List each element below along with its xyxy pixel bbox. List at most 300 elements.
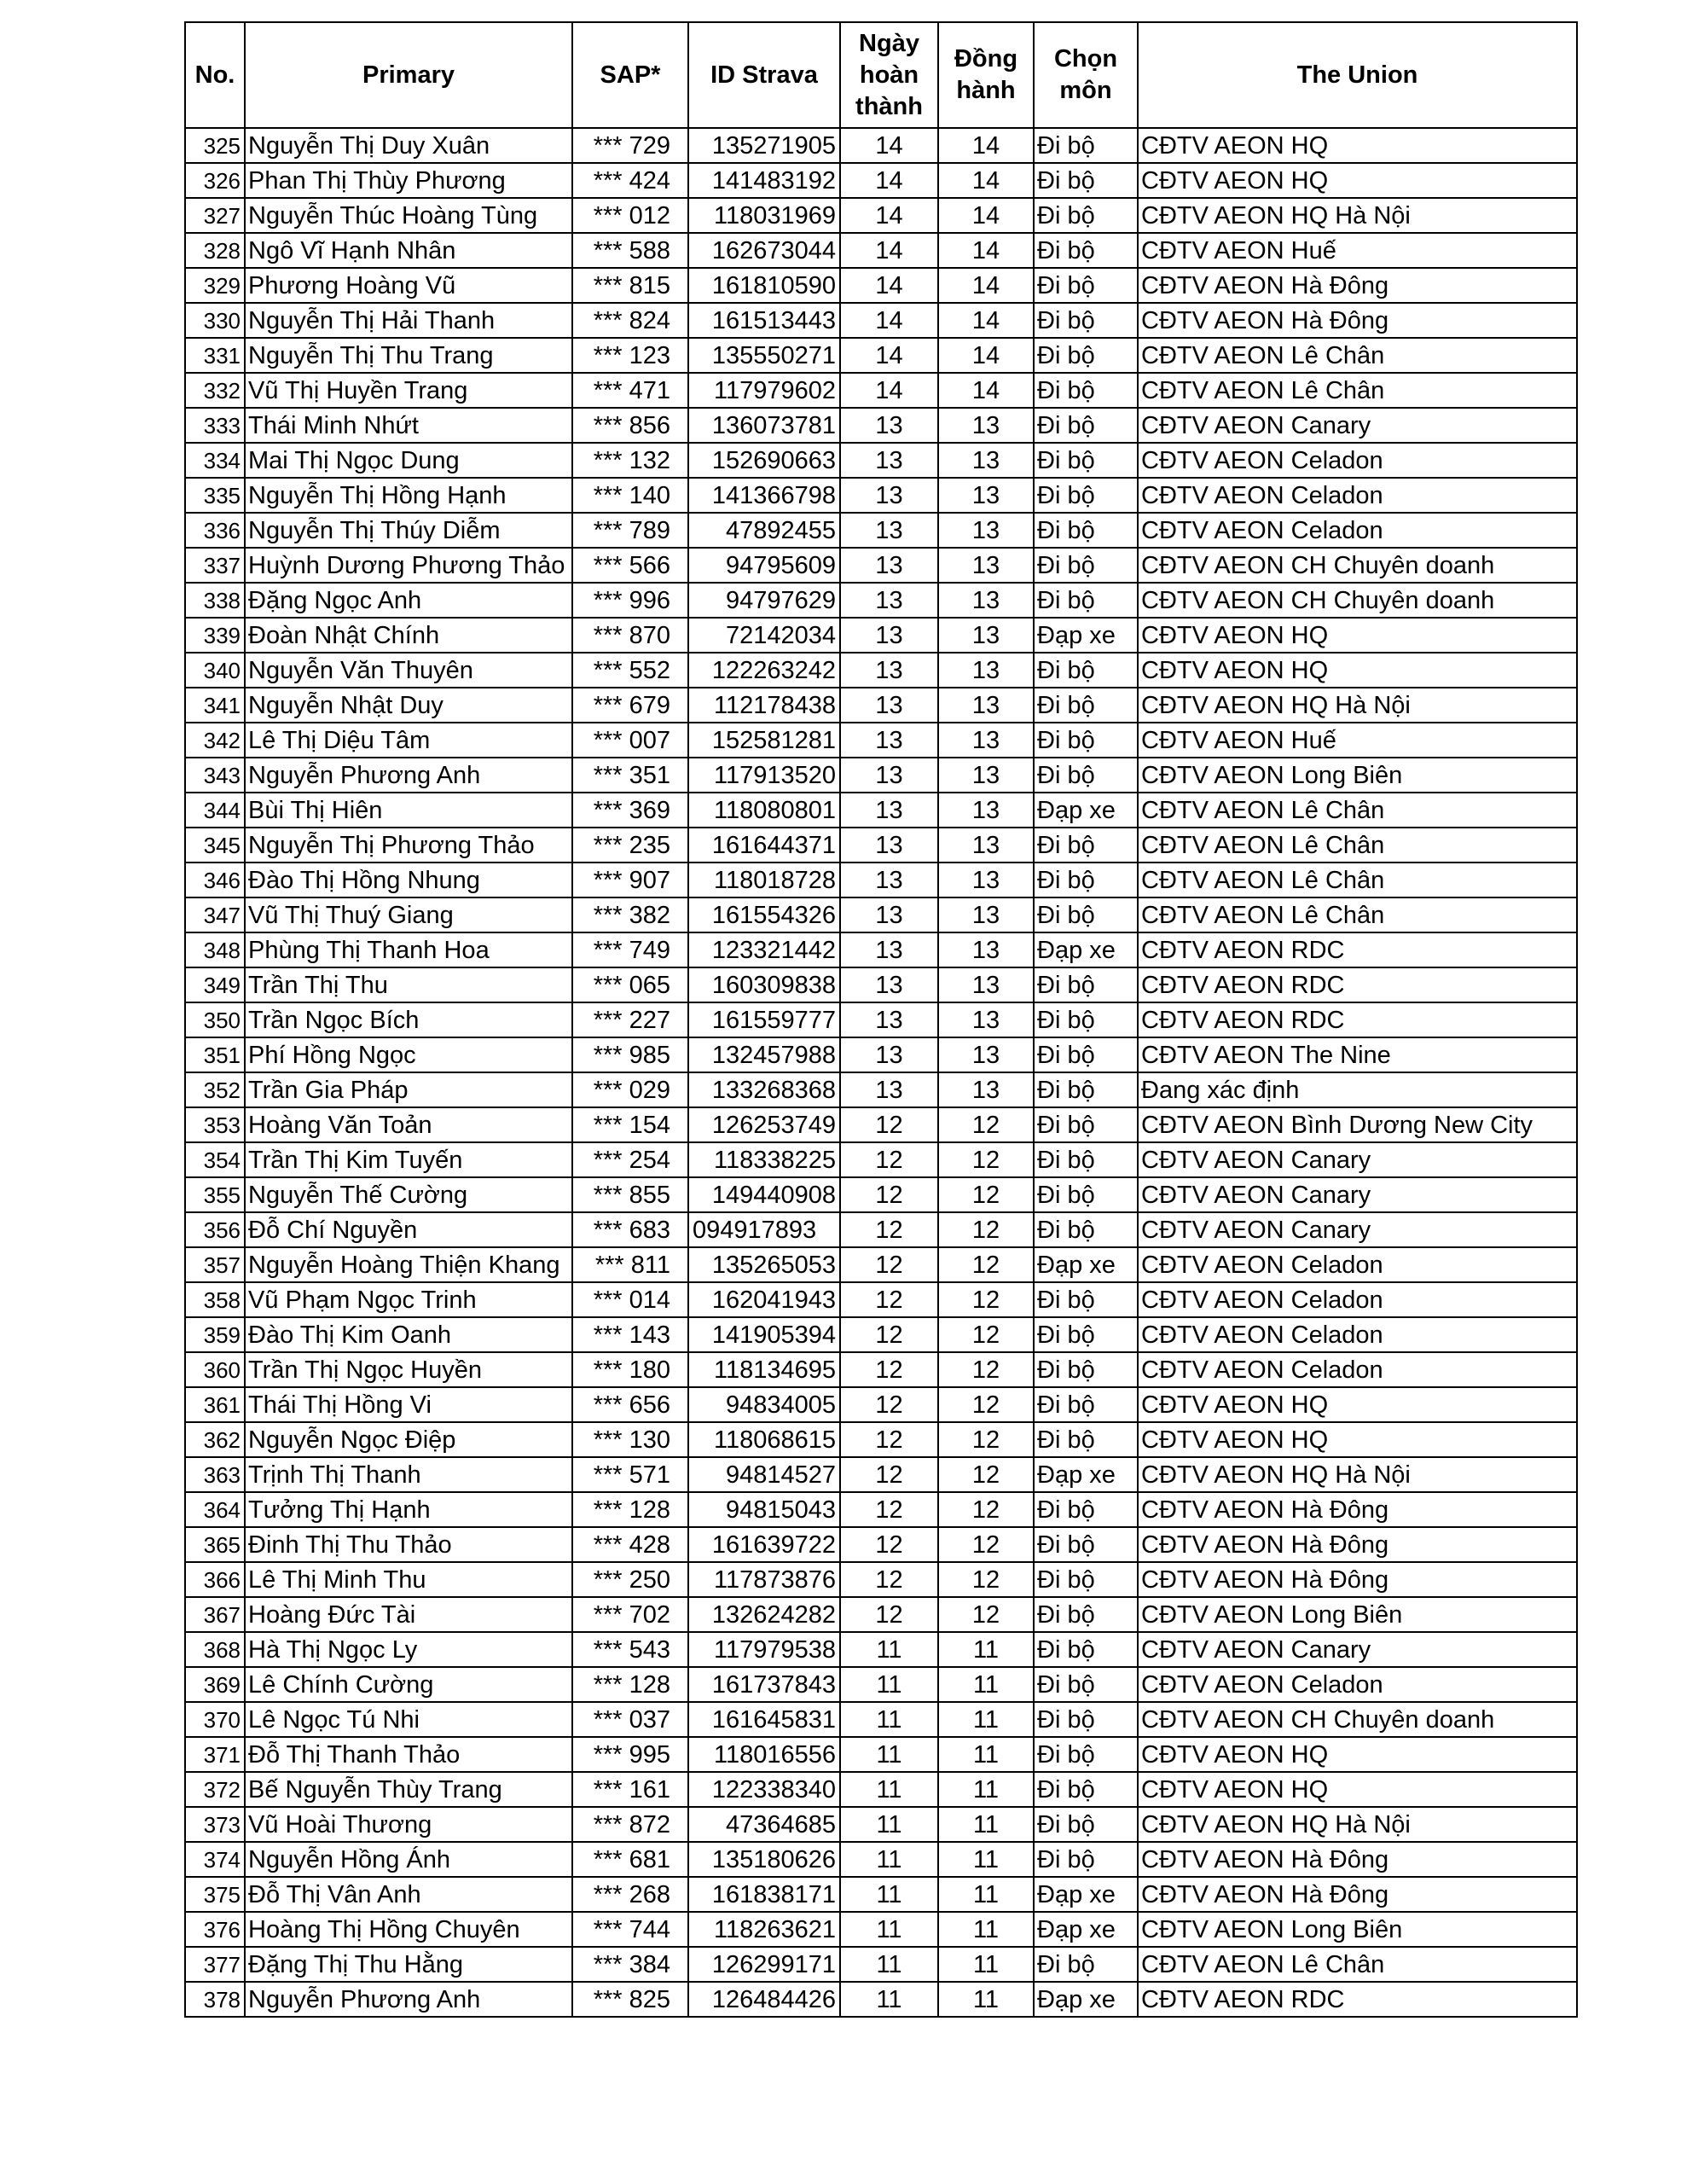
cell-strava: 47364685 [688, 1807, 840, 1842]
cell-days: 11 [840, 1632, 938, 1667]
cell-strava: 122338340 [688, 1772, 840, 1807]
cell-days: 14 [840, 233, 938, 268]
cell-no: 377 [185, 1947, 245, 1982]
cell-union: CĐTV AEON HQ [1138, 1772, 1577, 1807]
cell-primary: Đinh Thị Thu Thảo [245, 1527, 572, 1562]
cell-strava: 118018728 [688, 863, 840, 897]
cell-companion: 12 [938, 1457, 1034, 1492]
cell-strava: 152581281 [688, 723, 840, 758]
cell-sap: *** 254 [572, 1142, 688, 1177]
cell-no: 334 [185, 443, 245, 478]
cell-union: CĐTV AEON Celadon [1138, 1247, 1577, 1282]
cell-strava: 152690663 [688, 443, 840, 478]
cell-sap: *** 382 [572, 897, 688, 932]
cell-primary: Lê Ngọc Tú Nhi [245, 1702, 572, 1737]
table-row [185, 653, 1577, 688]
cell-companion: 13 [938, 863, 1034, 897]
table-row [185, 1282, 1577, 1317]
table-row [185, 233, 1577, 268]
cell-choice: Đi bộ [1034, 1737, 1138, 1772]
cell-union: CĐTV AEON Lê Chân [1138, 897, 1577, 932]
cell-choice: Đi bộ [1034, 1842, 1138, 1877]
table-row [185, 1527, 1577, 1562]
cell-primary: Trần Ngọc Bích [245, 1002, 572, 1037]
cell-sap: *** 428 [572, 1527, 688, 1562]
cell-sap: *** 825 [572, 1982, 688, 2017]
table-row [185, 303, 1577, 338]
cell-choice: Đi bộ [1034, 1002, 1138, 1037]
cell-sap: *** 132 [572, 443, 688, 478]
cell-union: CĐTV AEON HQ Hà Nội [1138, 1807, 1577, 1842]
cell-companion: 13 [938, 583, 1034, 618]
cell-union: CĐTV AEON RDC [1138, 1982, 1577, 2017]
cell-strava: 118068615 [688, 1422, 840, 1457]
cell-companion: 13 [938, 513, 1034, 548]
header-no: No. [185, 22, 245, 128]
cell-choice: Đi bộ [1034, 1597, 1138, 1632]
cell-no: 328 [185, 233, 245, 268]
cell-choice: Đi bộ [1034, 863, 1138, 897]
cell-union: CĐTV AEON Lê Chân [1138, 793, 1577, 828]
cell-days: 12 [840, 1492, 938, 1527]
cell-companion: 11 [938, 1772, 1034, 1807]
cell-primary: Trần Gia Pháp [245, 1072, 572, 1107]
cell-sap: *** 268 [572, 1877, 688, 1912]
cell-no: 366 [185, 1562, 245, 1597]
header-primary: Primary [245, 22, 572, 128]
cell-primary: Vũ Hoài Thương [245, 1807, 572, 1842]
table-row [185, 828, 1577, 863]
cell-primary: Nguyễn Thị Duy Xuân [245, 128, 572, 163]
table-row [185, 618, 1577, 653]
cell-days: 13 [840, 443, 938, 478]
cell-days: 13 [840, 408, 938, 443]
table-row [185, 1352, 1577, 1387]
cell-union: CĐTV AEON Hà Đông [1138, 1562, 1577, 1597]
cell-days: 13 [840, 1037, 938, 1072]
cell-days: 12 [840, 1597, 938, 1632]
cell-days: 14 [840, 163, 938, 198]
table-row [185, 1947, 1577, 1982]
header-days: Ngày hoàn thành [840, 22, 938, 128]
cell-strava: 135180626 [688, 1842, 840, 1877]
cell-primary: Phương Hoàng Vũ [245, 268, 572, 303]
cell-days: 12 [840, 1562, 938, 1597]
cell-days: 14 [840, 338, 938, 373]
cell-choice: Đi bộ [1034, 758, 1138, 793]
cell-primary: Đặng Thị Thu Hằng [245, 1947, 572, 1982]
cell-choice: Đạp xe [1034, 793, 1138, 828]
cell-sap: *** 128 [572, 1492, 688, 1527]
cell-no: 352 [185, 1072, 245, 1107]
cell-strava: 117979602 [688, 373, 840, 408]
table-row [185, 1842, 1577, 1877]
cell-days: 13 [840, 932, 938, 967]
cell-no: 372 [185, 1772, 245, 1807]
cell-primary: Vũ Thị Huyền Trang [245, 373, 572, 408]
cell-no: 327 [185, 198, 245, 233]
cell-union: CĐTV AEON RDC [1138, 932, 1577, 967]
cell-choice: Đi bộ [1034, 1352, 1138, 1387]
cell-primary: Lê Chính Cường [245, 1667, 572, 1702]
cell-no: 342 [185, 723, 245, 758]
cell-no: 348 [185, 932, 245, 967]
table-row [185, 1807, 1577, 1842]
table-row [185, 408, 1577, 443]
table-row [185, 338, 1577, 373]
cell-primary: Hoàng Thị Hồng Chuyên [245, 1912, 572, 1947]
cell-primary: Mai Thị Ngọc Dung [245, 443, 572, 478]
cell-sap: *** 744 [572, 1912, 688, 1947]
cell-companion: 11 [938, 1947, 1034, 1982]
cell-choice: Đi bộ [1034, 373, 1138, 408]
table-row [185, 1422, 1577, 1457]
table-row [185, 163, 1577, 198]
cell-companion: 12 [938, 1387, 1034, 1422]
cell-union: CĐTV AEON HQ [1138, 653, 1577, 688]
cell-strava: 094917893 [688, 1212, 840, 1247]
cell-no: 367 [185, 1597, 245, 1632]
cell-union: CĐTV AEON Hà Đông [1138, 303, 1577, 338]
cell-choice: Đi bộ [1034, 128, 1138, 163]
cell-sap: *** 789 [572, 513, 688, 548]
cell-strava: 94797629 [688, 583, 840, 618]
table-row [185, 688, 1577, 723]
table-row [185, 723, 1577, 758]
cell-union: CĐTV AEON Long Biên [1138, 1912, 1577, 1947]
cell-primary: Hoàng Văn Toản [245, 1107, 572, 1142]
cell-union: CĐTV AEON HQ [1138, 1737, 1577, 1772]
cell-primary: Nguyễn Thế Cường [245, 1177, 572, 1212]
cell-primary: Thái Minh Nhứt [245, 408, 572, 443]
cell-days: 13 [840, 1002, 938, 1037]
cell-primary: Vũ Phạm Ngọc Trinh [245, 1282, 572, 1317]
cell-sap: *** 815 [572, 268, 688, 303]
cell-sap: *** 128 [572, 1667, 688, 1702]
cell-days: 12 [840, 1457, 938, 1492]
table-row [185, 128, 1577, 163]
cell-companion: 11 [938, 1702, 1034, 1737]
cell-no: 359 [185, 1317, 245, 1352]
cell-primary: Lê Thị Diệu Tâm [245, 723, 572, 758]
cell-strava: 141366798 [688, 478, 840, 513]
cell-strava: 141905394 [688, 1317, 840, 1352]
cell-days: 12 [840, 1177, 938, 1212]
cell-no: 361 [185, 1387, 245, 1422]
cell-days: 13 [840, 723, 938, 758]
cell-no: 353 [185, 1107, 245, 1142]
table-row [185, 793, 1577, 828]
cell-sap: *** 143 [572, 1317, 688, 1352]
cell-companion: 13 [938, 408, 1034, 443]
table-row [185, 897, 1577, 932]
cell-choice: Đi bộ [1034, 1807, 1138, 1842]
cell-union: CĐTV AEON Celadon [1138, 1352, 1577, 1387]
cell-union: CĐTV AEON Long Biên [1138, 758, 1577, 793]
cell-companion: 13 [938, 758, 1034, 793]
cell-companion: 11 [938, 1982, 1034, 2017]
cell-choice: Đi bộ [1034, 1142, 1138, 1177]
table-row [185, 1107, 1577, 1142]
cell-union: CĐTV AEON Celadon [1138, 1317, 1577, 1352]
cell-companion: 13 [938, 1037, 1034, 1072]
cell-companion: 13 [938, 618, 1034, 653]
table-row [185, 198, 1577, 233]
table-row [185, 1037, 1577, 1072]
cell-sap: *** 811 [572, 1247, 688, 1282]
cell-choice: Đạp xe [1034, 1457, 1138, 1492]
cell-companion: 14 [938, 163, 1034, 198]
cell-sap: *** 855 [572, 1177, 688, 1212]
cell-union: CĐTV AEON HQ [1138, 128, 1577, 163]
cell-sap: *** 140 [572, 478, 688, 513]
cell-primary: Nguyễn Hồng Ánh [245, 1842, 572, 1877]
cell-companion: 13 [938, 897, 1034, 932]
table-row [185, 1982, 1577, 2017]
cell-strava: 118134695 [688, 1352, 840, 1387]
cell-strava: 149440908 [688, 1177, 840, 1212]
cell-companion: 13 [938, 932, 1034, 967]
cell-choice: Đi bộ [1034, 1667, 1138, 1702]
table-row [185, 758, 1577, 793]
cell-union: CĐTV AEON Lê Chân [1138, 1947, 1577, 1982]
header-companion: Đồng hành [938, 22, 1034, 128]
cell-strava: 161644371 [688, 828, 840, 863]
cell-union: CĐTV AEON HQ Hà Nội [1138, 1457, 1577, 1492]
cell-companion: 11 [938, 1737, 1034, 1772]
cell-primary: Nguyễn Phương Anh [245, 758, 572, 793]
cell-primary: Đào Thị Kim Oanh [245, 1317, 572, 1352]
cell-days: 13 [840, 828, 938, 863]
cell-union: CĐTV AEON Hà Đông [1138, 1492, 1577, 1527]
cell-no: 356 [185, 1212, 245, 1247]
cell-primary: Đỗ Chí Nguyền [245, 1212, 572, 1247]
cell-choice: Đi bộ [1034, 723, 1138, 758]
cell-choice: Đi bộ [1034, 233, 1138, 268]
cell-strava: 133268368 [688, 1072, 840, 1107]
table-row [185, 513, 1577, 548]
cell-strava: 161838171 [688, 1877, 840, 1912]
cell-choice: Đi bộ [1034, 198, 1138, 233]
cell-choice: Đi bộ [1034, 408, 1138, 443]
cell-sap: *** 566 [572, 548, 688, 583]
cell-days: 13 [840, 688, 938, 723]
cell-no: 345 [185, 828, 245, 863]
header-sap: SAP* [572, 22, 688, 128]
cell-companion: 12 [938, 1212, 1034, 1247]
cell-no: 371 [185, 1737, 245, 1772]
cell-strava: 117873876 [688, 1562, 840, 1597]
cell-union: CĐTV AEON Hà Đông [1138, 1527, 1577, 1562]
cell-strava: 47892455 [688, 513, 840, 548]
cell-companion: 13 [938, 478, 1034, 513]
cell-days: 12 [840, 1387, 938, 1422]
cell-no: 373 [185, 1807, 245, 1842]
cell-strava: 161639722 [688, 1527, 840, 1562]
cell-days: 12 [840, 1282, 938, 1317]
cell-days: 11 [840, 1982, 938, 2017]
cell-companion: 11 [938, 1842, 1034, 1877]
cell-choice: Đi bộ [1034, 1632, 1138, 1667]
cell-union: CĐTV AEON Lê Chân [1138, 863, 1577, 897]
table-row [185, 1632, 1577, 1667]
cell-days: 14 [840, 198, 938, 233]
cell-days: 12 [840, 1422, 938, 1457]
cell-choice: Đi bộ [1034, 1212, 1138, 1247]
table-row [185, 1212, 1577, 1247]
cell-union: CĐTV AEON Huế [1138, 723, 1577, 758]
cell-days: 13 [840, 583, 938, 618]
cell-union: CĐTV AEON Canary [1138, 1177, 1577, 1212]
cell-days: 13 [840, 513, 938, 548]
cell-union: CĐTV AEON Celadon [1138, 1667, 1577, 1702]
cell-primary: Đào Thị Hồng Nhung [245, 863, 572, 897]
cell-choice: Đạp xe [1034, 932, 1138, 967]
cell-days: 12 [840, 1352, 938, 1387]
cell-choice: Đạp xe [1034, 618, 1138, 653]
cell-companion: 13 [938, 793, 1034, 828]
cell-union: CĐTV AEON HQ [1138, 163, 1577, 198]
cell-no: 341 [185, 688, 245, 723]
cell-union: CĐTV AEON HQ Hà Nội [1138, 198, 1577, 233]
cell-sap: *** 154 [572, 1107, 688, 1142]
cell-no: 360 [185, 1352, 245, 1387]
cell-union: CĐTV AEON Lê Chân [1138, 338, 1577, 373]
table-row [185, 1702, 1577, 1737]
cell-choice: Đi bộ [1034, 1072, 1138, 1107]
table-row [185, 932, 1577, 967]
cell-union: CĐTV AEON HQ [1138, 618, 1577, 653]
cell-no: 355 [185, 1177, 245, 1212]
cell-strava: 141483192 [688, 163, 840, 198]
cell-choice: Đi bộ [1034, 1492, 1138, 1527]
cell-days: 13 [840, 548, 938, 583]
cell-strava: 126253749 [688, 1107, 840, 1142]
cell-union: CĐTV AEON HQ [1138, 1387, 1577, 1422]
table-row [185, 583, 1577, 618]
table-row [185, 1072, 1577, 1107]
cell-sap: *** 012 [572, 198, 688, 233]
cell-choice: Đi bộ [1034, 1422, 1138, 1457]
cell-strava: 122263242 [688, 653, 840, 688]
cell-primary: Nguyễn Phương Anh [245, 1982, 572, 2017]
cell-no: 329 [185, 268, 245, 303]
cell-union: CĐTV AEON Long Biên [1138, 1597, 1577, 1632]
cell-primary: Ngô Vĩ Hạnh Nhân [245, 233, 572, 268]
cell-companion: 12 [938, 1597, 1034, 1632]
cell-companion: 12 [938, 1107, 1034, 1142]
cell-sap: *** 384 [572, 1947, 688, 1982]
table-row [185, 1562, 1577, 1597]
cell-strava: 135550271 [688, 338, 840, 373]
table-row [185, 1737, 1577, 1772]
cell-sap: *** 351 [572, 758, 688, 793]
cell-sap: *** 250 [572, 1562, 688, 1597]
cell-sap: *** 571 [572, 1457, 688, 1492]
cell-primary: Trịnh Thị Thanh [245, 1457, 572, 1492]
cell-union: CĐTV AEON Celadon [1138, 478, 1577, 513]
table-row [185, 1912, 1577, 1947]
table-row [185, 1597, 1577, 1632]
cell-companion: 12 [938, 1492, 1034, 1527]
cell-sap: *** 996 [572, 583, 688, 618]
header-union: The Union [1138, 22, 1577, 128]
cell-companion: 14 [938, 373, 1034, 408]
cell-companion: 12 [938, 1247, 1034, 1282]
table-row [185, 1317, 1577, 1352]
cell-companion: 13 [938, 723, 1034, 758]
cell-days: 13 [840, 793, 938, 828]
cell-days: 13 [840, 758, 938, 793]
cell-strava: 118338225 [688, 1142, 840, 1177]
cell-primary: Nguyễn Thị Thúy Diễm [245, 513, 572, 548]
cell-choice: Đi bộ [1034, 268, 1138, 303]
cell-strava: 126484426 [688, 1982, 840, 2017]
cell-strava: 161810590 [688, 268, 840, 303]
table-row [185, 268, 1577, 303]
cell-no: 349 [185, 967, 245, 1002]
table-row [185, 548, 1577, 583]
table-row [185, 1667, 1577, 1702]
cell-days: 11 [840, 1807, 938, 1842]
cell-choice: Đi bộ [1034, 548, 1138, 583]
cell-days: 11 [840, 1667, 938, 1702]
cell-union: CĐTV AEON CH Chuyên doanh [1138, 583, 1577, 618]
cell-no: 357 [185, 1247, 245, 1282]
cell-companion: 14 [938, 338, 1034, 373]
cell-days: 13 [840, 967, 938, 1002]
cell-companion: 14 [938, 198, 1034, 233]
cell-sap: *** 856 [572, 408, 688, 443]
cell-no: 350 [185, 1002, 245, 1037]
cell-union: CĐTV AEON Celadon [1138, 513, 1577, 548]
cell-no: 365 [185, 1527, 245, 1562]
header-row [185, 22, 1577, 128]
cell-union: CĐTV AEON Celadon [1138, 1282, 1577, 1317]
cell-sap: *** 681 [572, 1842, 688, 1877]
cell-choice: Đi bộ [1034, 303, 1138, 338]
cell-sap: *** 369 [572, 793, 688, 828]
cell-companion: 14 [938, 303, 1034, 338]
cell-strava: 123321442 [688, 932, 840, 967]
table-row [185, 1387, 1577, 1422]
cell-union: CĐTV AEON CH Chuyên doanh [1138, 548, 1577, 583]
cell-strava: 117913520 [688, 758, 840, 793]
cell-companion: 12 [938, 1142, 1034, 1177]
cell-days: 14 [840, 268, 938, 303]
cell-primary: Phí Hồng Ngọc [245, 1037, 572, 1072]
cell-companion: 11 [938, 1667, 1034, 1702]
cell-no: 358 [185, 1282, 245, 1317]
cell-strava: 132457988 [688, 1037, 840, 1072]
cell-primary: Nguyễn Thị Hải Thanh [245, 303, 572, 338]
cell-days: 13 [840, 897, 938, 932]
cell-days: 13 [840, 478, 938, 513]
cell-choice: Đi bộ [1034, 1282, 1138, 1317]
cell-no: 343 [185, 758, 245, 793]
cell-days: 11 [840, 1842, 938, 1877]
cell-union: CĐTV AEON Huế [1138, 233, 1577, 268]
cell-primary: Đỗ Thị Vân Anh [245, 1877, 572, 1912]
cell-choice: Đi bộ [1034, 1562, 1138, 1597]
cell-sap: *** 543 [572, 1632, 688, 1667]
cell-sap: *** 588 [572, 233, 688, 268]
cell-primary: Vũ Thị Thuý Giang [245, 897, 572, 932]
cell-primary: Nguyễn Thúc Hoàng Tùng [245, 198, 572, 233]
cell-choice: Đi bộ [1034, 338, 1138, 373]
cell-no: 325 [185, 128, 245, 163]
cell-strava: 94814527 [688, 1457, 840, 1492]
